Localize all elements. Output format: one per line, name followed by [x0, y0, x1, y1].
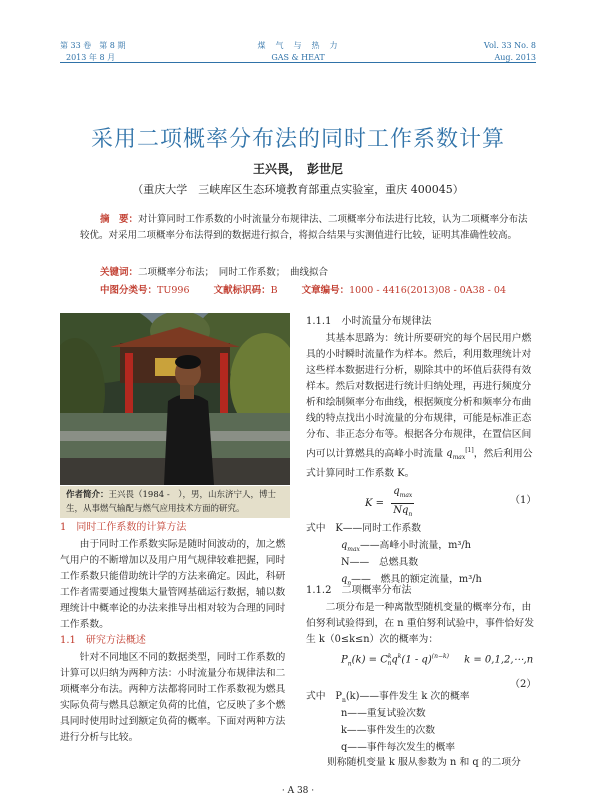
equation-2-number: （2） [510, 679, 537, 690]
qmax-symbol: $q_{max}$ [446, 448, 466, 462]
header-journal-name: 煤 气 与 热 力 [257, 41, 339, 50]
left-paragraph-2: 针对不同地区不同的数据类型，同时工作系数的计算可以归纳为两种方法：小时流量分布规律法和二项概率分布法。两种方法都将同时工作系数视为燃具实际负荷与燃具总额定负荷的比值，它反映了多个燃具同时使用时过到额定负荷的概率。下面对两种方法进行分析与比较。 [60, 652, 286, 743]
qn-definition: $q_n——$ 燃具的额定流量，m³/h [341, 574, 482, 587]
equation-1-number: （1） [510, 495, 537, 506]
keywords-text: 二项概率分布法； 同时工作系数； 曲线拟合 [138, 267, 329, 278]
header-date-english: Aug. 2013 [494, 53, 536, 62]
right-paragraph-3: 则称随机变量 k 服从参数为 n 和 q 的二项分 [327, 757, 521, 768]
doc-code-label: 文献标识码： [213, 285, 271, 296]
q-probability-definition: q——事件每次发生的概率 [341, 742, 456, 753]
author-photo [60, 313, 290, 485]
keywords-label: 关键词： [100, 267, 139, 278]
keywords [100, 264, 328, 278]
article-no-label: 文章编号： [301, 285, 350, 296]
header-journal-english: GAS & HEAT [271, 53, 325, 62]
header-rule [60, 62, 536, 63]
doc-code-value: B [270, 285, 278, 296]
n-trials-definition: n——重复试验次数 [341, 708, 426, 719]
ref-1: [1] [465, 447, 474, 454]
k-count-definition: k——事件发生的次数 [341, 725, 436, 736]
abstract-text: 对计算同时工作系数的小时流量分布规律法、二项概率分布法进行比较，认为二项概率分布法较优。对采用二项概率分布法得到的数据进行拟合，将拟合结果与实测值进行比较，证明其准确性较高。 [80, 214, 528, 241]
section-1-1-2-heading: 1.1.2 二项概率分布法 [306, 585, 412, 596]
bio-text: 王兴畏（1984 - ），男，山东济宁人，博士生，从事燃气输配与燃气应用技术方面的研究。 [66, 490, 276, 514]
clc-label: 中图分类号： [100, 285, 158, 296]
qmax-definition: $q_{max}——$高峰小时流量，m³/h [341, 540, 471, 553]
classification [100, 282, 506, 296]
abstract [80, 212, 530, 244]
section-1-heading: 1 同时工作系数的计算方法 [60, 522, 187, 533]
n-total-definition: N—— 总燃具数 [341, 557, 419, 568]
clc-value: TU996 [157, 285, 190, 296]
paper-affiliation: （重庆大学 三峡库区生态环境教育部重点实验室，重庆 400045） [132, 183, 464, 196]
where-k-definition: 式中 K——同时工作系数 [306, 523, 422, 534]
article-no-value: 1000 - 4416(2013)08 - 0A38 - 04 [349, 285, 507, 296]
where-pn-definition: 式中 $P_n(k)——$事件发生 k 次的概率 [306, 691, 470, 704]
equation-1: K = $q_{max}$ $Nq_n$ [365, 486, 413, 518]
equation-2-range: k = 0,1,2,⋯,n [464, 654, 534, 666]
section-1-1-heading: 1.1 研究方法概述 [60, 635, 146, 646]
author-bio [60, 486, 290, 518]
page-number: · A 38 · [281, 786, 315, 796]
header-volume-issue: 第 33 卷 第 8 期 [60, 41, 126, 50]
right-paragraph-1: 其基本思路为：统计所要研究的每个居民用户燃具的小时瞬时流量作为样本。然后，利用数理统计对这些样本数据进行分析，剔除其中的坏值后获得有效样本。然后对数据进行统计归纳处理，再进行频度分析和绘制频率分布曲线，根据频度分析和频率分布曲线的特点找出小时流量的分布规律，可能是标准正态分布、非正态分布等。根据各分布规律，在置信区间内可以计算燃具的高峰小时流量 $q_{max}[1]$，然后利用公式计算同时工作系数 K。 [306, 333, 533, 480]
abstract-label: 摘 要： [100, 214, 139, 225]
header-volume-english: Vol. 33 No. 8 [483, 41, 536, 50]
header-date: 2013 年 8 月 [66, 53, 116, 62]
equation-2: $P_n(k) = C^k_nq^k(1 - q)^{(n-k)}$ k = 0,1,2,⋯,n [341, 653, 534, 668]
paper-title: 采用二项概率分布法的同时工作系数计算 [90, 127, 505, 152]
left-paragraph-1: 由于同时工作系数实际是随时间波动的，加之燃气用户的不断增加以及用户用气规律较难把握，同时工作系数只能借助统计学的方法来确定。因此，科研工作者需要通过搜集大量管网基础运行数据，辅以数理统计中概率论的办法来推导出相对较为合理的同时工作系数。 [60, 539, 286, 630]
section-1-1-1-heading: 1.1.1 小时流量分布规律法 [306, 316, 432, 327]
bio-label: 作者简介： [66, 490, 109, 500]
paper-authors: 王兴畏， 彭世尼 [252, 162, 343, 176]
right-paragraph-2: 二项分布是一种离散型随机变量的概率分布，由伯努利试验得到，在 n 重伯努利试验中，事件恰好发生 k（0≤k≤n）次的概率为： [306, 602, 535, 645]
